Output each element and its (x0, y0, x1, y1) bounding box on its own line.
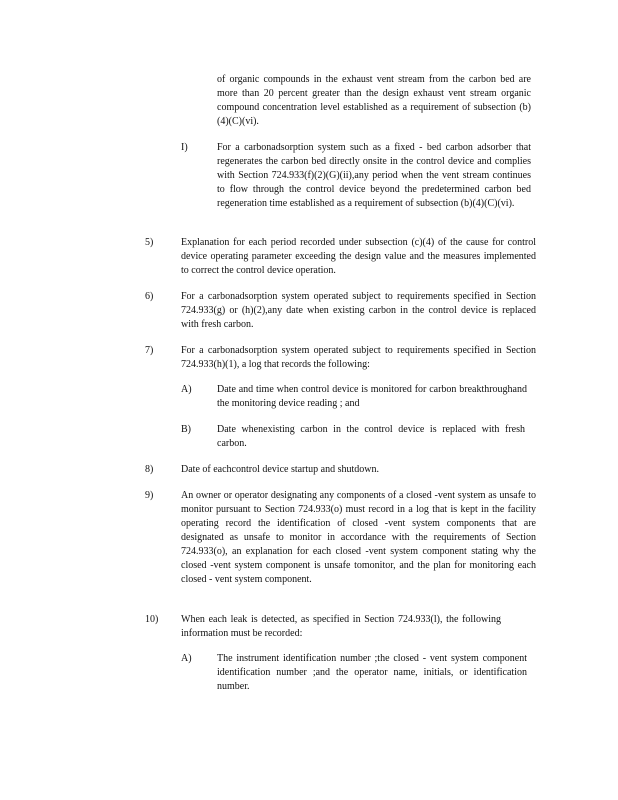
item-9-text: An owner or operator designating any components of a closed -vent system as unsafe to monitor pursuant to Section 724.933(o) must record in a log that is kept in the facility operating record the identification of closed -vent system components that are designated as unsafe to monitor in accordance with the requirements of Section 724.933(o), an explanation for each closed -vent system component stating why the closed -vent system component is unsafe tomonitor, and the plan for monitoring each closed - vent system component. (181, 490, 536, 585)
item-10A-text: The instrument identification number ;the closed - vent system component identification number ;and the operator name, initials, or identification number. (217, 653, 527, 692)
item-9-number: 9) (145, 490, 154, 501)
item-7B-number: B) (181, 424, 191, 435)
item-7-text: For a carbonadsorption system operated subject to requirements specified in Section 724.933(h)(1), a log that records the following: (181, 345, 536, 370)
item-10A-number: A) (181, 653, 192, 664)
item-7-number: 7) (145, 345, 154, 356)
item-7B-text: Date whenexisting carbon in the control device is replaced with fresh carbon. (217, 424, 525, 449)
item-I-number: I) (181, 142, 188, 153)
item-6-text: For a carbonadsorption system operated subject to requirements specified in Section 724.933(g) or (h)(2),any date when existing carbon in the control device is replaced with fresh carbon. (181, 291, 536, 330)
item-7A-text: Date and time when control device is monitored for carbon breakthroughand the monitoring device reading ; and (217, 384, 527, 409)
item-8-number: 8) (145, 464, 154, 475)
item-5-text: Explanation for each period recorded under subsection (c)(4) of the cause for control device operating parameter exceeding the design value and the measures implemented to correct the control device operation. (181, 237, 536, 276)
item-I-text: For a carbonadsorption system such as a fixed - bed carbon adsorber that regenerates the carbon bed directly onsite in the control device and complies with Section 724.933(f)(2)(G)(ii),any period when the vent stream continues to flow through the control device beyond the predetermined carbon bed regeneration time established as a requirement of subsection (b)(4)(C)(vi). (217, 142, 531, 209)
item-8-text: Date of eachcontrol device startup and shutdown. (181, 464, 379, 475)
item-10-number: 10) (145, 614, 159, 625)
item-5-number: 5) (145, 237, 154, 248)
continuation-paragraph: of organic compounds in the exhaust vent stream from the carbon bed are more than 20 percent greater than the design exhaust vent stream organic compound concentration level established as a requirement of subsection (b)(4)(C)(vi). (217, 74, 531, 127)
item-7A-number: A) (181, 384, 192, 395)
item-10-text: When each leak is detected, as specified in Section 724.933(l), the following information must be recorded: (181, 614, 501, 639)
item-6-number: 6) (145, 291, 154, 302)
